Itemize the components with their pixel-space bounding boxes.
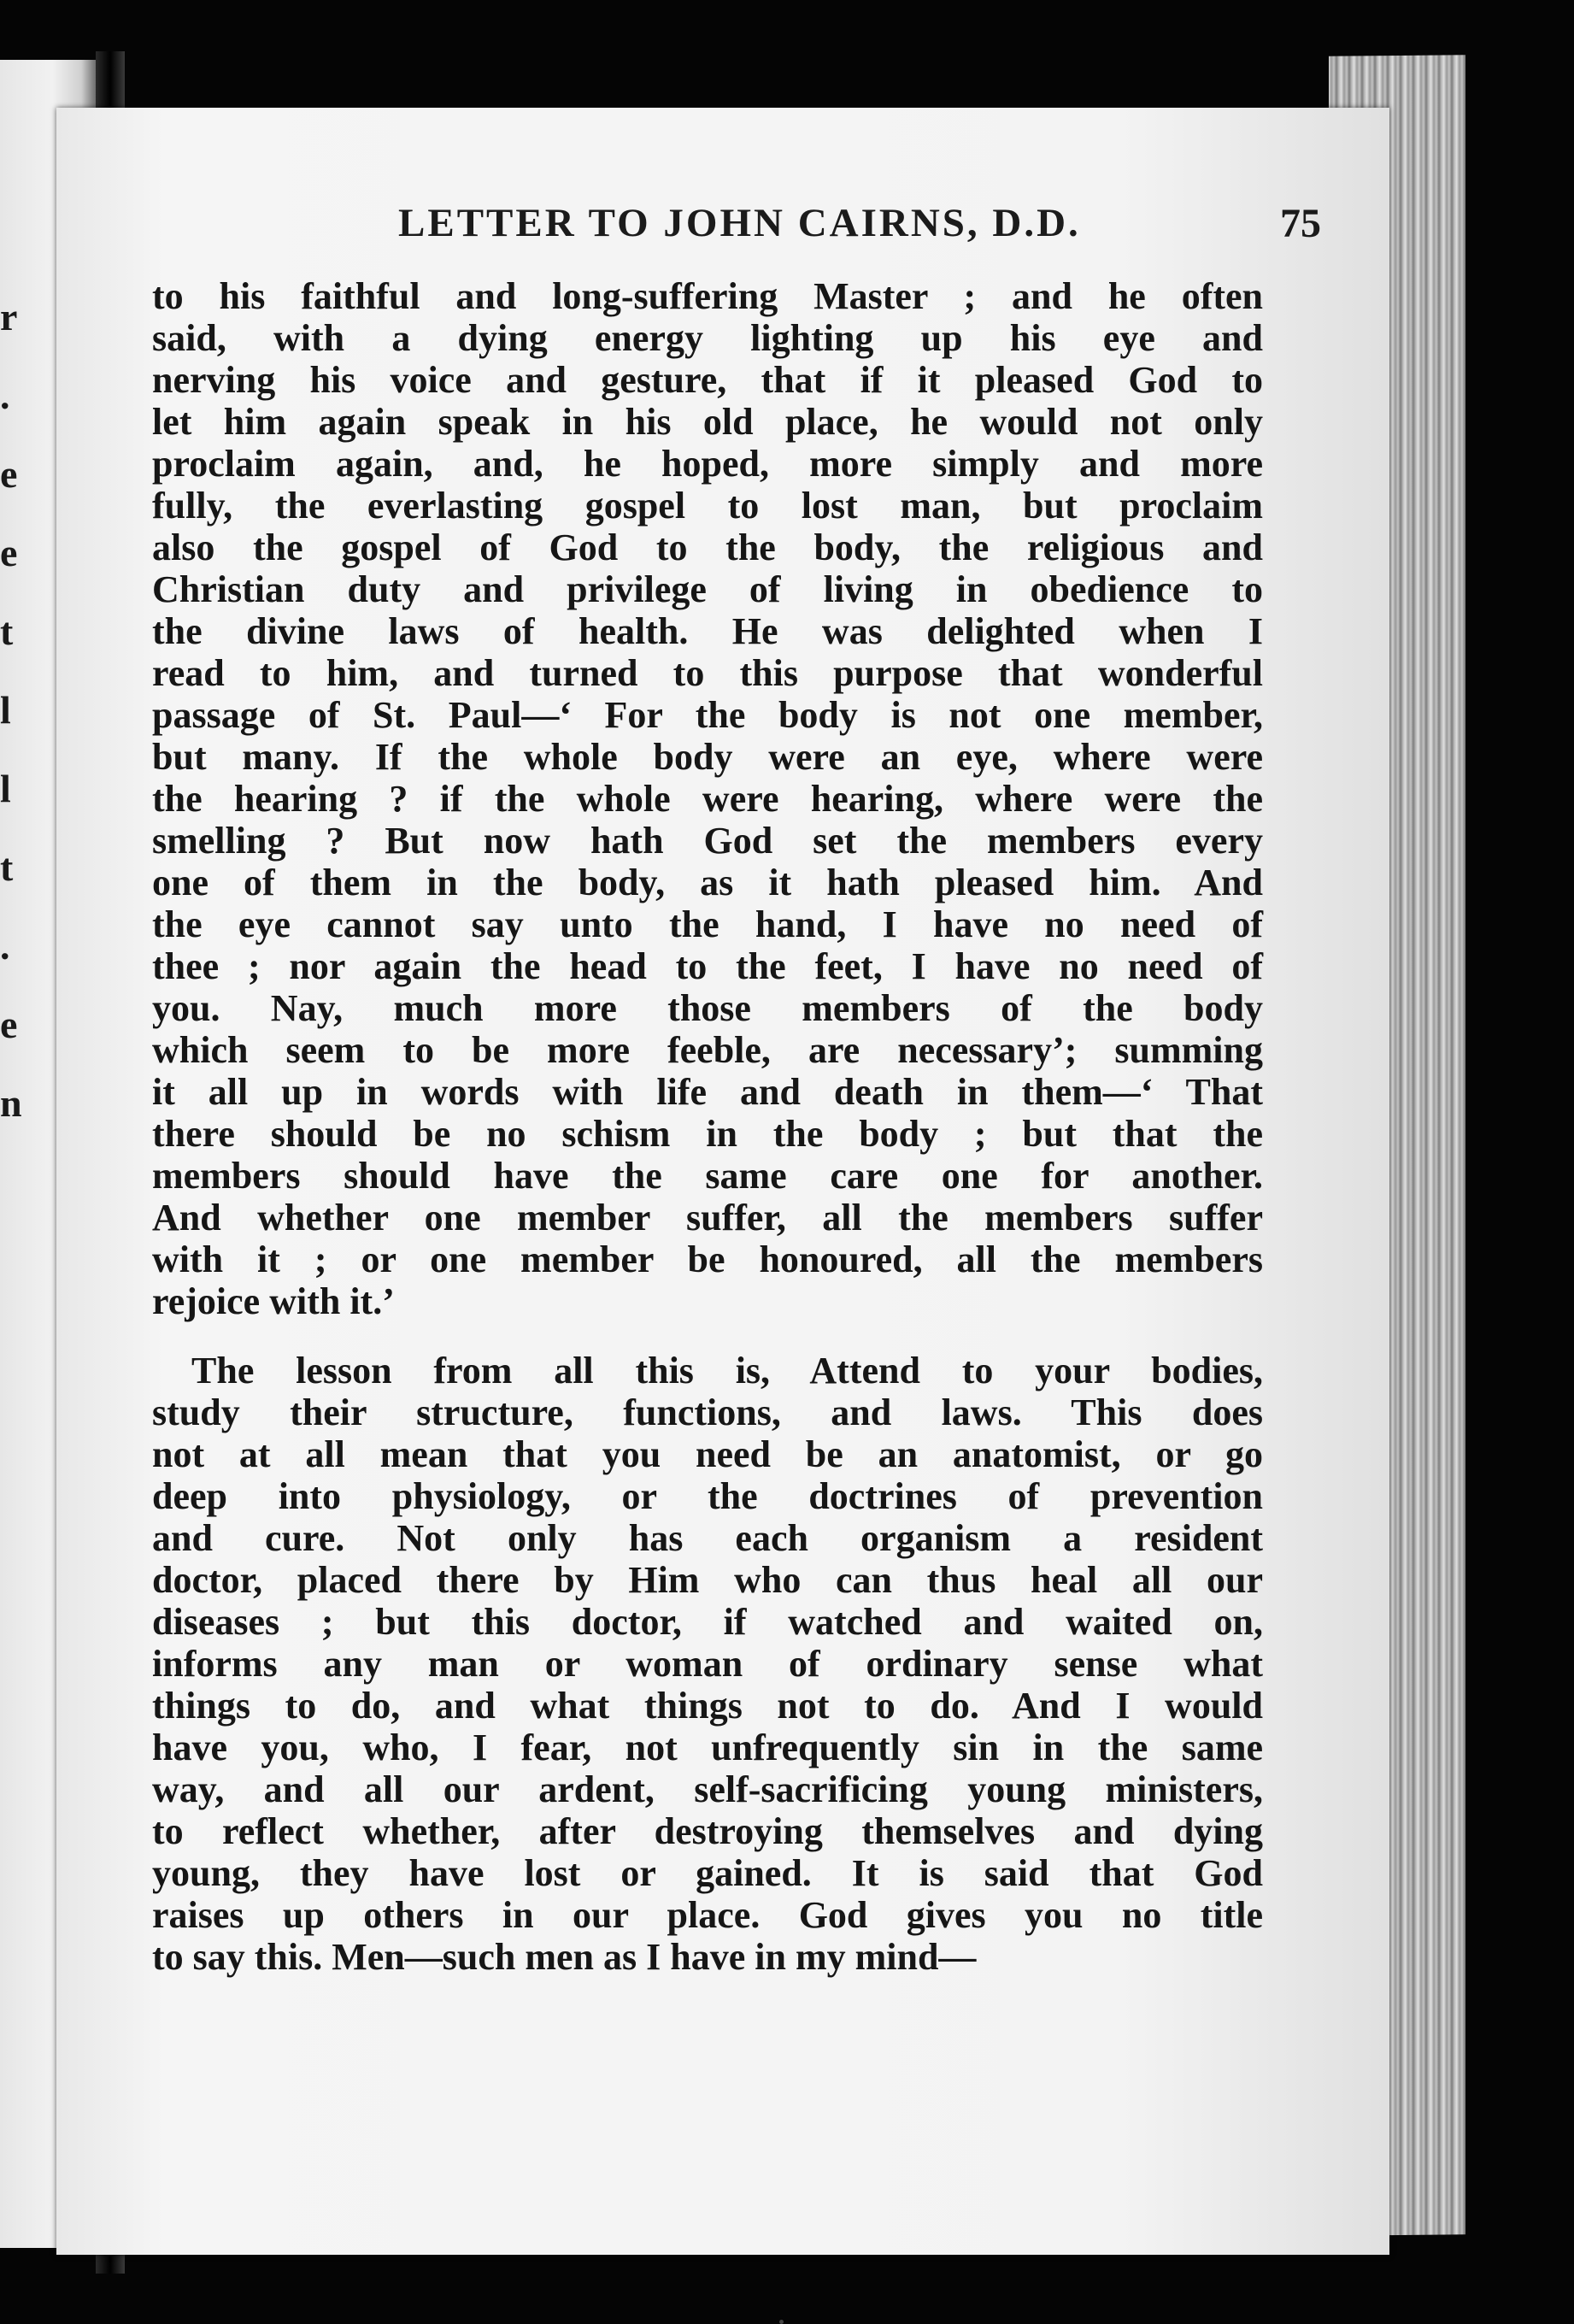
text-line: things to do, and what things not to do. And I would bbox=[152, 1685, 1263, 1727]
facing-page-char: l bbox=[0, 688, 11, 732]
text-line: diseases ; but this doctor, if watched and waited on, bbox=[152, 1601, 1263, 1643]
text-line: the hearing ? if the whole were hearing, where were the bbox=[152, 778, 1263, 820]
text-line: the eye cannot say unto the hand, I have no need of bbox=[152, 903, 1263, 945]
text-line: you. Nay, much more those members of the body bbox=[152, 987, 1263, 1029]
book-page bbox=[56, 108, 1389, 2255]
text-line: the divine laws of health. He was delighted when I bbox=[152, 610, 1263, 652]
text-line: let him again speak in his old place, he would not only bbox=[152, 401, 1263, 443]
text-line: nerving his voice and gesture, that if it pleased God to bbox=[152, 359, 1263, 401]
text-line: also the gospel of God to the body, the religious and bbox=[152, 527, 1263, 568]
text-line: said, with a dying energy lighting up his eye and bbox=[152, 317, 1263, 359]
facing-page-char: t bbox=[0, 845, 14, 889]
facing-page-char: t bbox=[0, 609, 14, 653]
page-body bbox=[152, 275, 1263, 1978]
text-line: there should be no schism in the body ; but that the bbox=[152, 1113, 1263, 1155]
text-line: with it ; or one member be honoured, all the members bbox=[152, 1238, 1263, 1280]
facing-page-char: e bbox=[0, 531, 18, 574]
facing-page-text-fragment bbox=[0, 278, 34, 1143]
facing-page-char: n bbox=[0, 1081, 22, 1125]
text-line: proclaim again, and, he hoped, more simply and more bbox=[152, 443, 1263, 485]
paragraph bbox=[152, 275, 1263, 1322]
text-line: and cure. Not only has each organism a resident bbox=[152, 1517, 1263, 1559]
text-line: one of them in the body, as it hath pleased him. And bbox=[152, 862, 1263, 903]
text-line: Christian duty and privilege of living in obedience to bbox=[152, 568, 1263, 610]
facing-page-char: l bbox=[0, 767, 11, 810]
running-head: LETTER TO JOHN CAIRNS, D.D. bbox=[398, 201, 1081, 245]
text-line: but many. If the whole body were an eye, where were bbox=[152, 736, 1263, 778]
text-line: read to him, and turned to this purpose that wonderful bbox=[152, 652, 1263, 694]
text-line: to say this. Men—such men as I have in my mind— bbox=[152, 1936, 977, 1978]
text-line: young, they have lost or gained. It is said that God bbox=[152, 1852, 1263, 1894]
page-number: 75 bbox=[1280, 201, 1321, 246]
text-line: rejoice with it.’ bbox=[152, 1280, 395, 1322]
facing-page-char: e bbox=[0, 1003, 18, 1046]
facing-page-char: . bbox=[0, 374, 10, 417]
facing-page-char: e bbox=[0, 452, 18, 496]
text-line: doctor, placed there by Him who can thus heal all our bbox=[152, 1559, 1263, 1601]
text-line: members should have the same care one for another. bbox=[152, 1155, 1263, 1197]
text-line: passage of St. Paul—‘ For the body is not one member, bbox=[152, 694, 1263, 736]
text-line: which seem to be more feeble, are necessary’; summing bbox=[152, 1029, 1263, 1071]
text-line: not at all mean that you need be an anatomist, or go bbox=[152, 1433, 1263, 1475]
text-line: it all up in words with life and death in them—‘ That bbox=[152, 1071, 1263, 1113]
text-line: to reflect whether, after destroying themselves and dying bbox=[152, 1810, 1263, 1852]
text-line: The lesson from all this is, Attend to your bodies, bbox=[191, 1350, 1263, 1391]
text-line: raises up others in our place. God gives you no title bbox=[152, 1894, 1263, 1936]
text-line: have you, who, I fear, not unfrequently sin in the same bbox=[152, 1727, 1263, 1768]
text-line: And whether one member suffer, all the members suffer bbox=[152, 1197, 1263, 1238]
paragraph bbox=[152, 1350, 1263, 1978]
text-line: to his faithful and long-suffering Master ; and he often bbox=[152, 275, 1263, 317]
text-line: fully, the everlasting gospel to lost man, but proclaim bbox=[152, 485, 1263, 527]
paper-speck bbox=[779, 2320, 784, 2324]
text-line: informs any man or woman of ordinary sense what bbox=[152, 1643, 1263, 1685]
text-line: smelling ? But now hath God set the members every bbox=[152, 820, 1263, 862]
text-line: study their structure, functions, and laws. This does bbox=[152, 1391, 1263, 1433]
text-line: thee ; nor again the head to the feet, I have no need of bbox=[152, 945, 1263, 987]
facing-page-char: r bbox=[0, 295, 18, 338]
page-header bbox=[398, 200, 1321, 260]
facing-page-char: . bbox=[0, 924, 10, 968]
text-line: deep into physiology, or the doctrines of prevention bbox=[152, 1475, 1263, 1517]
text-line: way, and all our ardent, self-sacrificing young ministers, bbox=[152, 1768, 1263, 1810]
